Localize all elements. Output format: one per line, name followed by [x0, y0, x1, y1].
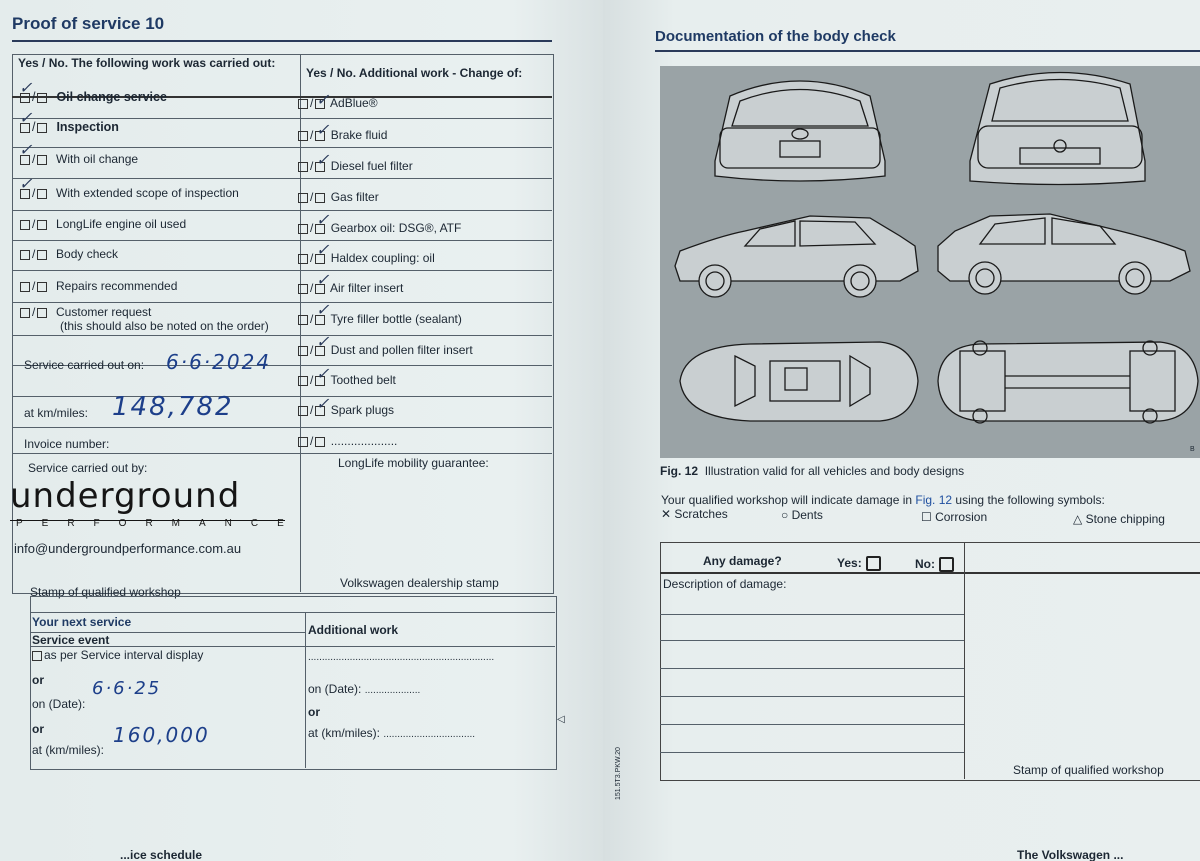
- checkmark-icon: ✓: [316, 152, 330, 169]
- checkmark-icon: ✓: [316, 242, 330, 259]
- triangle-icon: ◁: [557, 714, 565, 725]
- km-value[interactable]: 148,782: [112, 392, 234, 422]
- service-row[interactable]: / Oil change service: [20, 90, 167, 104]
- additional-work-label: Additional work: [308, 623, 398, 637]
- checkmark-icon: ✓: [316, 396, 330, 413]
- additional-work-row[interactable]: / Spark plugs: [298, 403, 394, 417]
- fig-letter: B: [1190, 446, 1195, 453]
- service-row[interactable]: / With extended scope of inspection: [20, 186, 239, 200]
- checkmark-icon: ✓: [316, 366, 330, 383]
- next-date-value[interactable]: 6·6·25: [92, 678, 162, 699]
- description-label: Description of damage:: [663, 577, 787, 591]
- side-code: 151.5T3.PKW.20: [615, 747, 622, 800]
- or-2: or: [32, 722, 44, 736]
- service-date-value[interactable]: 6·6·2024: [166, 350, 272, 374]
- car-front-view-icon: [970, 73, 1145, 185]
- add-date-label: on (Date): ....................: [308, 682, 421, 696]
- checkmark-icon: ✓: [316, 334, 330, 351]
- add-km-label: at (km/miles): .................................: [308, 726, 476, 740]
- car-side-right-icon: [938, 214, 1190, 294]
- checkmark-icon: ✓: [19, 110, 33, 127]
- right-page: [603, 0, 1200, 861]
- car-underbody-icon: [938, 341, 1198, 423]
- additional-work-dots[interactable]: ...................................................................: [308, 652, 495, 663]
- additional-work-row[interactable]: / Tyre filler bottle (sealant): [298, 312, 462, 326]
- service-row[interactable]: / Repairs recommended: [20, 279, 177, 293]
- checkmark-icon: ✓: [316, 272, 330, 289]
- fig-caption: Fig. 12 Illustration valid for all vehicles and body designs: [660, 464, 965, 478]
- next-service-title: Your next service: [32, 615, 132, 629]
- car-rear-view-icon: [715, 81, 885, 181]
- checkmark-icon: ✓: [19, 80, 33, 97]
- km-label: at km/miles:: [24, 406, 89, 420]
- service-row[interactable]: / Body check: [20, 247, 118, 261]
- service-row[interactable]: / With oil change: [20, 152, 138, 166]
- service-row[interactable]: / Inspection: [20, 120, 119, 134]
- additional-work-row[interactable]: / Gas filter: [298, 190, 379, 204]
- service-row[interactable]: / Customer request (this should also be noted on the order): [20, 305, 269, 333]
- indicate-text: Your qualified workshop will indicate damage in Fig. 12 using the following symbols:: [661, 493, 1105, 507]
- additional-work-row[interactable]: / Toothed belt: [298, 373, 396, 387]
- next-km-label: at (km/miles):: [32, 743, 104, 757]
- workshop-logo-sub: PERFORMANCE: [16, 518, 303, 529]
- car-top-view-icon: [680, 342, 918, 421]
- vehicle-diagram[interactable]: [660, 66, 1200, 458]
- additional-work-row[interactable]: / Haldex coupling: oil: [298, 251, 435, 265]
- invoice-label: Invoice number:: [24, 437, 110, 451]
- additional-work-row[interactable]: / ....................: [298, 434, 397, 448]
- checkmark-icon: ✓: [316, 92, 330, 109]
- header-right: Yes / No. Additional work - Change of:: [306, 66, 523, 80]
- additional-work-row[interactable]: / Brake fluid: [298, 128, 387, 142]
- next-date-label: on (Date):: [32, 697, 86, 711]
- or-1: or: [32, 673, 44, 687]
- any-damage-label: Any damage?: [703, 554, 782, 568]
- next-km-value[interactable]: 160,000: [113, 723, 210, 747]
- additional-work-row[interactable]: / Dust and pollen filter insert: [298, 343, 473, 357]
- additional-work-row[interactable]: / AdBlue®: [298, 96, 378, 110]
- checkmark-icon: ✓: [316, 212, 330, 229]
- symbol-corrosion: ☐ Corrosion: [921, 510, 988, 524]
- right-page-footer: The Volkswagen ...: [1017, 848, 1124, 861]
- service-date-label: Service carried out on:: [24, 358, 145, 372]
- additional-work-row[interactable]: / Gearbox oil: DSG®, ATF: [298, 221, 461, 235]
- damage-yes-checkbox[interactable]: Yes:: [837, 556, 881, 571]
- page-footer: ...ice schedule: [120, 848, 203, 861]
- header-left: Yes / No. The following work was carried out:: [18, 56, 276, 70]
- service-row[interactable]: / LongLife engine oil used: [20, 217, 186, 231]
- page-title: Proof of service 10: [12, 14, 165, 33]
- interval-option[interactable]: as per Service interval display: [32, 648, 203, 662]
- additional-work-row[interactable]: / Air filter insert: [298, 281, 403, 295]
- checkmark-icon: ✓: [316, 302, 330, 319]
- checkmark-icon: ✓: [19, 142, 33, 159]
- checkmark-icon: ✓: [19, 176, 33, 193]
- damage-no-checkbox[interactable]: No:: [915, 557, 954, 572]
- stamp-dealer-label: Volkswagen dealership stamp: [340, 576, 499, 590]
- stamp-workshop-label: Stamp of qualified workshop: [30, 585, 181, 599]
- car-side-left-icon: [675, 216, 918, 297]
- or-3: or: [308, 705, 320, 719]
- body-check-title: Documentation of the body check: [655, 28, 896, 45]
- symbol-stone-chipping: △ Stone chipping: [1073, 512, 1165, 526]
- workshop-email: info@undergroundperformance.com.au: [14, 541, 242, 556]
- workshop-logo: underground: [10, 476, 241, 516]
- additional-work-row[interactable]: / Diesel fuel filter: [298, 159, 413, 173]
- service-by-label: Service carried out by:: [28, 461, 148, 475]
- service-event-label: Service event: [32, 633, 110, 647]
- right-stamp-label: Stamp of qualified workshop: [1013, 763, 1164, 777]
- longlife-label: LongLife mobility guarantee:: [338, 456, 489, 470]
- symbol-scratches: ✕ Scratches: [661, 507, 728, 521]
- checkmark-icon: ✓: [316, 122, 330, 139]
- symbol-dents: ○ Dents: [781, 508, 823, 522]
